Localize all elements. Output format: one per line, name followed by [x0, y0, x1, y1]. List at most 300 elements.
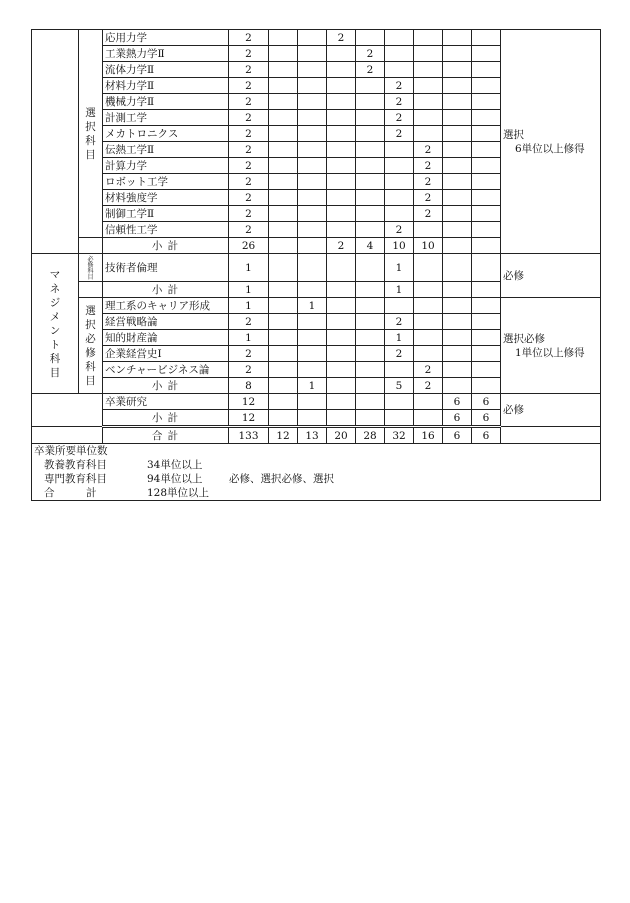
- semester-cell: [269, 206, 298, 222]
- semester-cell: [298, 190, 327, 206]
- semester-cell: [443, 78, 472, 94]
- summary-units: 128単位以上: [147, 487, 210, 499]
- management-label: [32, 254, 79, 394]
- semester-cell: [356, 346, 385, 362]
- credits-cell: 2: [229, 30, 269, 46]
- semester-cell: [443, 346, 472, 362]
- semester-cell: [472, 126, 501, 142]
- semester-cell: 2: [414, 190, 443, 206]
- semester-cell: 4: [356, 238, 385, 254]
- credits-cell: 1: [229, 330, 269, 346]
- semester-cell: [327, 410, 356, 427]
- semester-cell: [414, 410, 443, 427]
- semester-cell: [385, 298, 414, 314]
- semester-cell: [443, 142, 472, 158]
- course-name: 材料力学Ⅱ: [103, 78, 229, 94]
- semester-cell: 12: [269, 427, 298, 444]
- semester-cell: [269, 30, 298, 46]
- vertical-char: 目: [85, 148, 96, 161]
- group-label: [79, 298, 103, 394]
- semester-cell: 6: [472, 394, 501, 410]
- semester-cell: [414, 94, 443, 110]
- credits-cell: 2: [229, 158, 269, 174]
- semester-cell: 6: [443, 394, 472, 410]
- vertical-char: 択: [85, 318, 96, 331]
- summary-line: [34, 458, 598, 472]
- semester-cell: [385, 174, 414, 190]
- summary-category: 教養教育科目: [44, 459, 107, 471]
- semester-cell: [385, 206, 414, 222]
- vertical-char: 科: [85, 360, 96, 373]
- course-name: ベンチャービジネス論: [103, 362, 229, 378]
- credits-cell: 133: [229, 427, 269, 444]
- semester-cell: [356, 110, 385, 126]
- semester-cell: [414, 346, 443, 362]
- semester-cell: [269, 254, 298, 282]
- remarks-line: 選択: [503, 128, 524, 141]
- semester-cell: 10: [414, 238, 443, 254]
- credits-cell: 2: [229, 62, 269, 78]
- course-name: 経営戦略論: [103, 314, 229, 330]
- semester-cell: [356, 190, 385, 206]
- remarks-line: 1単位以上修得: [515, 346, 585, 359]
- semester-cell: [385, 62, 414, 78]
- table-row: [32, 394, 601, 410]
- semester-cell: 5: [385, 378, 414, 394]
- semester-cell: 1: [385, 254, 414, 282]
- semester-cell: 1: [298, 298, 327, 314]
- semester-cell: 2: [356, 62, 385, 78]
- semester-cell: 6: [443, 427, 472, 444]
- semester-cell: [327, 362, 356, 378]
- semester-cell: [327, 254, 356, 282]
- semester-cell: [472, 346, 501, 362]
- semester-cell: 10: [385, 238, 414, 254]
- semester-cell: [414, 62, 443, 78]
- semester-cell: [269, 174, 298, 190]
- semester-cell: 28: [356, 427, 385, 444]
- semester-cell: [269, 190, 298, 206]
- credits-cell: 2: [229, 314, 269, 330]
- table-row: [32, 30, 601, 46]
- summary-title: 卒業所要単位数: [34, 445, 108, 457]
- vertical-char: マ: [49, 268, 61, 281]
- vertical-char: 科: [85, 134, 96, 147]
- semester-cell: [327, 206, 356, 222]
- semester-cell: [414, 222, 443, 238]
- semester-cell: 2: [414, 142, 443, 158]
- semester-cell: [443, 30, 472, 46]
- semester-cell: [327, 110, 356, 126]
- blank-cell: [79, 238, 103, 254]
- semester-cell: [472, 30, 501, 46]
- semester-cell: [414, 298, 443, 314]
- semester-cell: [269, 62, 298, 78]
- semester-cell: [327, 346, 356, 362]
- semester-cell: [356, 174, 385, 190]
- semester-cell: 2: [385, 314, 414, 330]
- blank-cell: [32, 394, 103, 427]
- remarks-cell: [501, 254, 601, 298]
- semester-cell: 2: [414, 362, 443, 378]
- semester-cell: [443, 330, 472, 346]
- vertical-char: 修: [87, 262, 94, 269]
- semester-cell: [327, 190, 356, 206]
- vertical-char: 目: [87, 274, 94, 281]
- remarks-line: 必修: [503, 269, 524, 282]
- semester-cell: 16: [414, 427, 443, 444]
- semester-cell: [298, 410, 327, 427]
- course-name: 工業熱力学Ⅱ: [103, 46, 229, 62]
- semester-cell: [269, 362, 298, 378]
- course-name: 機械力学Ⅱ: [103, 94, 229, 110]
- semester-cell: 13: [298, 427, 327, 444]
- vertical-char: ト: [49, 338, 61, 351]
- semester-cell: [298, 110, 327, 126]
- semester-cell: [443, 282, 472, 298]
- semester-cell: [327, 282, 356, 298]
- semester-cell: [269, 222, 298, 238]
- summary-category: 専門教育科目: [44, 473, 107, 485]
- semester-cell: 2: [385, 222, 414, 238]
- semester-cell: [472, 282, 501, 298]
- remarks-cell: [501, 30, 601, 254]
- summary-category: 合 計: [44, 487, 97, 499]
- semester-cell: [385, 142, 414, 158]
- semester-cell: [472, 314, 501, 330]
- semester-cell: [356, 362, 385, 378]
- credits-cell: 12: [229, 410, 269, 427]
- blank-cell: [501, 427, 601, 444]
- semester-cell: 2: [327, 30, 356, 46]
- semester-cell: [356, 298, 385, 314]
- semester-cell: [443, 62, 472, 78]
- semester-cell: [298, 362, 327, 378]
- semester-cell: [443, 190, 472, 206]
- subtotal-label: 小 計: [103, 410, 229, 427]
- semester-cell: [327, 46, 356, 62]
- remarks-line: 6単位以上修得: [515, 142, 585, 155]
- semester-cell: [269, 410, 298, 427]
- summary-units: 94単位以上: [147, 473, 203, 485]
- semester-cell: [414, 78, 443, 94]
- course-name: 流体力学Ⅱ: [103, 62, 229, 78]
- category-blank: [32, 30, 79, 254]
- blank-cell: [79, 282, 103, 298]
- semester-cell: [298, 314, 327, 330]
- blank-cell: [32, 427, 103, 444]
- course-name: 計算力学: [103, 158, 229, 174]
- semester-cell: [472, 142, 501, 158]
- vertical-char: メ: [49, 310, 61, 323]
- course-name: メカトロニクス: [103, 126, 229, 142]
- semester-cell: [298, 206, 327, 222]
- semester-cell: [269, 378, 298, 394]
- credits-cell: 1: [229, 254, 269, 282]
- credits-cell: 26: [229, 238, 269, 254]
- remarks-cell: [501, 298, 601, 394]
- semester-cell: [414, 330, 443, 346]
- semester-cell: [385, 158, 414, 174]
- semester-cell: [356, 78, 385, 94]
- semester-cell: 2: [356, 46, 385, 62]
- semester-cell: [327, 298, 356, 314]
- semester-cell: [327, 142, 356, 158]
- semester-cell: [443, 238, 472, 254]
- semester-cell: [298, 94, 327, 110]
- semester-cell: [472, 62, 501, 78]
- semester-cell: 1: [298, 378, 327, 394]
- semester-cell: [356, 30, 385, 46]
- vertical-char: 選: [85, 304, 96, 317]
- semester-cell: 2: [385, 346, 414, 362]
- semester-cell: 6: [443, 410, 472, 427]
- semester-cell: [298, 46, 327, 62]
- vertical-char: ジ: [49, 296, 61, 309]
- vertical-char: ン: [49, 324, 61, 337]
- semester-cell: [356, 378, 385, 394]
- semester-cell: [472, 110, 501, 126]
- semester-cell: [443, 222, 472, 238]
- credits-cell: 2: [229, 206, 269, 222]
- table-row: [32, 254, 601, 282]
- semester-cell: [443, 314, 472, 330]
- group-label: [79, 254, 103, 282]
- semester-cell: 32: [385, 427, 414, 444]
- semester-cell: 2: [385, 78, 414, 94]
- total-row: [32, 427, 601, 444]
- course-name: 信頼性工学: [103, 222, 229, 238]
- credits-cell: 2: [229, 46, 269, 62]
- remarks-line: 選択必修: [503, 332, 545, 345]
- semester-cell: [269, 110, 298, 126]
- summary-units: 34単位以上: [147, 459, 203, 471]
- semester-cell: [472, 206, 501, 222]
- vertical-char: 科: [87, 268, 94, 275]
- semester-cell: [269, 330, 298, 346]
- semester-cell: 6: [472, 427, 501, 444]
- credits-cell: 2: [229, 94, 269, 110]
- semester-cell: [356, 158, 385, 174]
- subtotal-label: 小 計: [103, 238, 229, 254]
- vertical-char: 目: [85, 374, 96, 387]
- semester-cell: 2: [385, 94, 414, 110]
- subtotal-label: 小 計: [103, 378, 229, 394]
- remarks-line: 必修: [503, 404, 524, 416]
- semester-cell: [472, 330, 501, 346]
- course-name: 技術者倫理: [103, 254, 229, 282]
- credits-cell: 8: [229, 378, 269, 394]
- total-label: 合 計: [103, 427, 229, 444]
- semester-cell: [269, 142, 298, 158]
- vertical-char: 必: [87, 256, 94, 263]
- semester-cell: [356, 126, 385, 142]
- vertical-char: ネ: [49, 282, 61, 295]
- course-name: 応用力学: [103, 30, 229, 46]
- semester-cell: [472, 378, 501, 394]
- semester-cell: 6: [472, 410, 501, 427]
- semester-cell: [414, 254, 443, 282]
- semester-cell: [472, 298, 501, 314]
- semester-cell: [327, 314, 356, 330]
- semester-cell: [414, 126, 443, 142]
- course-name: 卒業研究: [103, 394, 229, 410]
- semester-cell: [443, 126, 472, 142]
- credits-cell: 2: [229, 110, 269, 126]
- semester-cell: 2: [385, 110, 414, 126]
- semester-cell: [443, 94, 472, 110]
- semester-cell: [356, 394, 385, 410]
- credits-cell: 12: [229, 394, 269, 410]
- semester-cell: [298, 126, 327, 142]
- semester-cell: [472, 190, 501, 206]
- semester-cell: 2: [414, 158, 443, 174]
- semester-cell: 2: [414, 378, 443, 394]
- semester-cell: 2: [385, 126, 414, 142]
- semester-cell: [327, 158, 356, 174]
- semester-cell: [472, 94, 501, 110]
- summary-note: 必修、選択必修、選択: [229, 473, 334, 485]
- semester-cell: [298, 254, 327, 282]
- semester-cell: [472, 222, 501, 238]
- semester-cell: [269, 158, 298, 174]
- semester-cell: [472, 254, 501, 282]
- credits-cell: 2: [229, 362, 269, 378]
- semester-cell: [385, 362, 414, 378]
- semester-cell: 2: [414, 206, 443, 222]
- credits-cell: 2: [229, 174, 269, 190]
- graduation-requirements: [32, 444, 601, 501]
- semester-cell: [327, 174, 356, 190]
- semester-cell: [327, 394, 356, 410]
- semester-cell: 2: [327, 238, 356, 254]
- semester-cell: [298, 30, 327, 46]
- semester-cell: [385, 46, 414, 62]
- semester-cell: [298, 394, 327, 410]
- course-name: 制御工学Ⅱ: [103, 206, 229, 222]
- semester-cell: [298, 282, 327, 298]
- semester-cell: [298, 142, 327, 158]
- semester-cell: 2: [414, 174, 443, 190]
- semester-cell: [327, 378, 356, 394]
- credits-cell: 1: [229, 282, 269, 298]
- semester-cell: [414, 314, 443, 330]
- semester-cell: [443, 46, 472, 62]
- semester-cell: [414, 282, 443, 298]
- summary-line: [34, 472, 598, 486]
- semester-cell: [298, 78, 327, 94]
- semester-cell: [298, 62, 327, 78]
- semester-cell: [269, 94, 298, 110]
- credits-cell: 2: [229, 126, 269, 142]
- semester-cell: [298, 238, 327, 254]
- semester-cell: [385, 394, 414, 410]
- semester-cell: [443, 174, 472, 190]
- semester-cell: [414, 110, 443, 126]
- vertical-char: 科: [49, 352, 61, 365]
- semester-cell: 1: [385, 282, 414, 298]
- semester-cell: [327, 222, 356, 238]
- vertical-char: 必: [85, 332, 96, 345]
- semester-cell: [327, 330, 356, 346]
- summary-row: [32, 444, 601, 501]
- semester-cell: [385, 30, 414, 46]
- semester-cell: [269, 298, 298, 314]
- vertical-char: 目: [49, 366, 61, 379]
- semester-cell: [298, 174, 327, 190]
- credits-cell: 2: [229, 78, 269, 94]
- semester-cell: 20: [327, 427, 356, 444]
- semester-cell: [269, 78, 298, 94]
- semester-cell: [269, 282, 298, 298]
- credits-cell: 2: [229, 142, 269, 158]
- semester-cell: [356, 330, 385, 346]
- semester-cell: [327, 126, 356, 142]
- credits-cell: 2: [229, 190, 269, 206]
- semester-cell: [385, 190, 414, 206]
- semester-cell: [472, 174, 501, 190]
- vertical-char: 修: [85, 346, 96, 359]
- course-name: 伝熱工学Ⅱ: [103, 142, 229, 158]
- semester-cell: [356, 314, 385, 330]
- semester-cell: [472, 238, 501, 254]
- semester-cell: [327, 62, 356, 78]
- semester-cell: [443, 158, 472, 174]
- semester-cell: [414, 394, 443, 410]
- semester-cell: [298, 346, 327, 362]
- semester-cell: [356, 94, 385, 110]
- semester-cell: [269, 346, 298, 362]
- semester-cell: [269, 314, 298, 330]
- semester-cell: [443, 362, 472, 378]
- semester-cell: [356, 254, 385, 282]
- semester-cell: [269, 238, 298, 254]
- semester-cell: [356, 142, 385, 158]
- semester-cell: [298, 222, 327, 238]
- semester-cell: [443, 254, 472, 282]
- semester-cell: [269, 46, 298, 62]
- semester-cell: [443, 110, 472, 126]
- subtotal-label: 小 計: [103, 282, 229, 298]
- semester-cell: 1: [385, 330, 414, 346]
- semester-cell: [472, 158, 501, 174]
- course-name: 理工系のキャリア形成: [103, 298, 229, 314]
- semester-cell: [472, 46, 501, 62]
- semester-cell: [443, 378, 472, 394]
- vertical-char: 択: [85, 120, 96, 133]
- credits-cell: 1: [229, 298, 269, 314]
- summary-line: [34, 486, 598, 500]
- semester-cell: [356, 282, 385, 298]
- course-name: 知的財産論: [103, 330, 229, 346]
- group-label: [79, 30, 103, 238]
- semester-cell: [472, 78, 501, 94]
- semester-cell: [298, 158, 327, 174]
- course-name: ロボット工学: [103, 174, 229, 190]
- semester-cell: [414, 46, 443, 62]
- semester-cell: [327, 94, 356, 110]
- semester-cell: [385, 410, 414, 427]
- course-name: 企業経営史Ⅰ: [103, 346, 229, 362]
- semester-cell: [327, 78, 356, 94]
- curriculum-table: [31, 29, 601, 501]
- semester-cell: [443, 206, 472, 222]
- semester-cell: [472, 362, 501, 378]
- semester-cell: [356, 410, 385, 427]
- vertical-char: 選: [85, 106, 96, 119]
- semester-cell: [269, 394, 298, 410]
- remarks-cell: [501, 394, 601, 427]
